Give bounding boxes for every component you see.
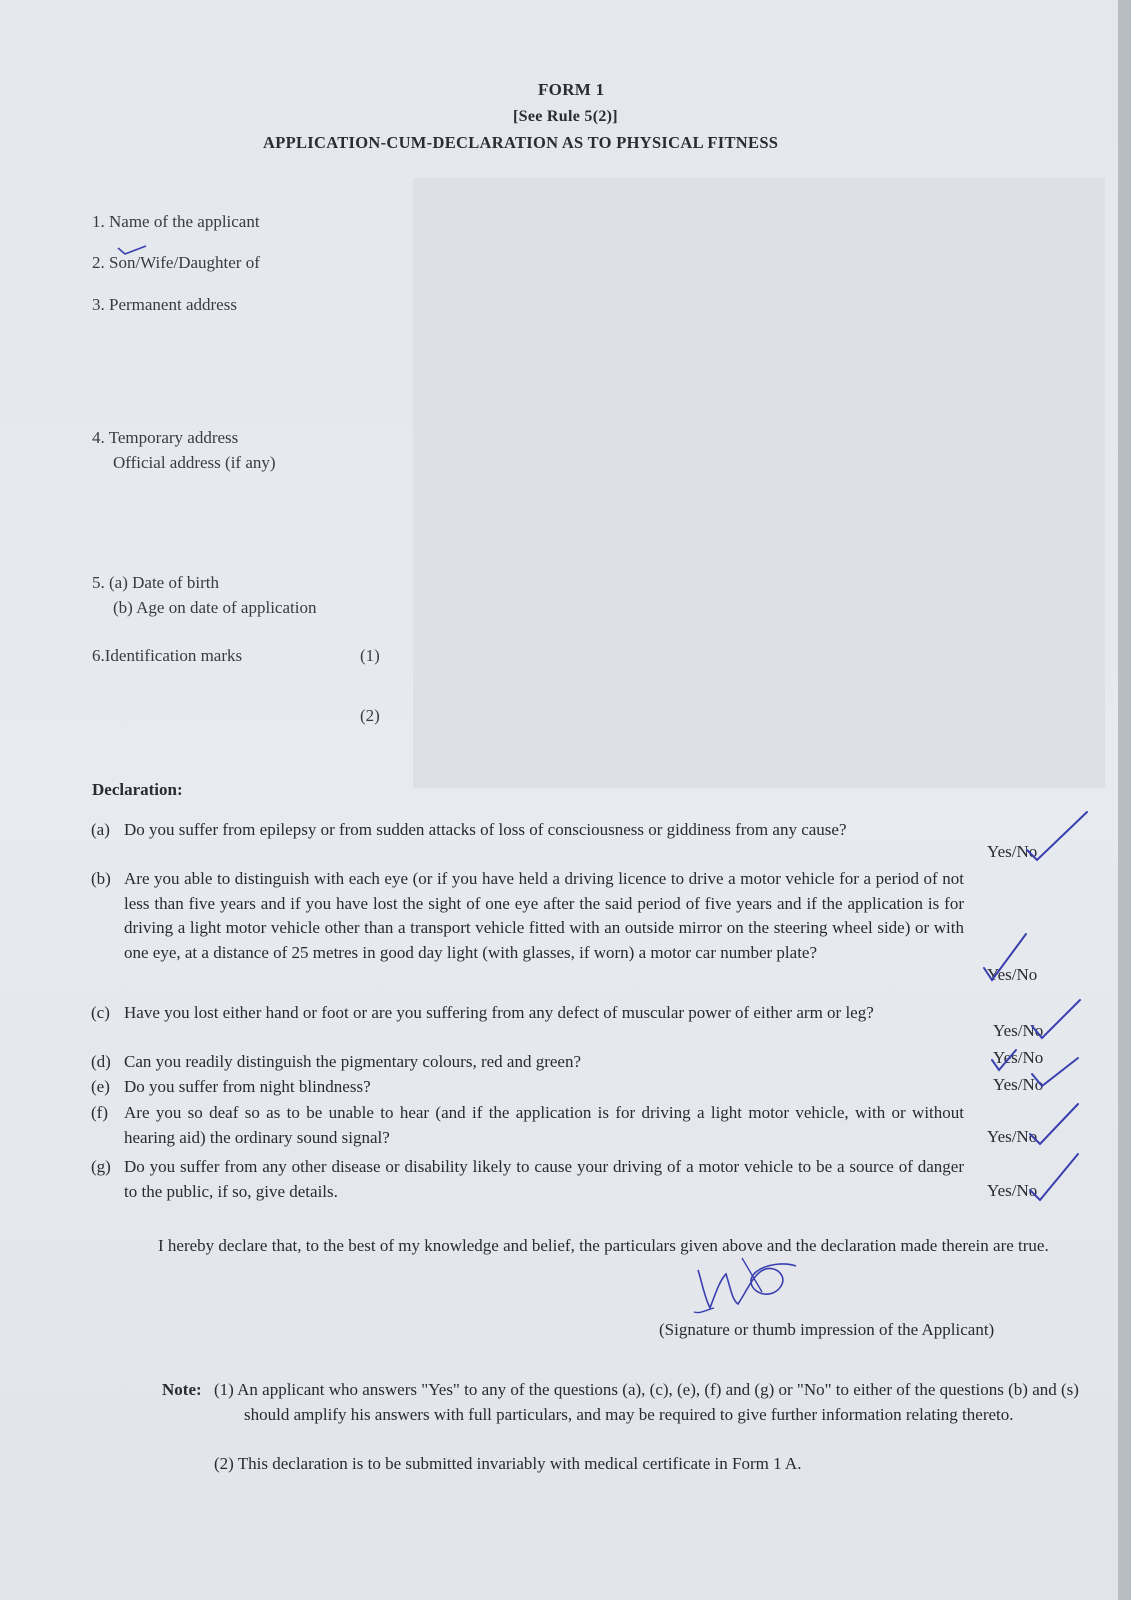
question-letter: (d) bbox=[91, 1052, 111, 1071]
question-letter: (e) bbox=[91, 1077, 110, 1096]
question-c bbox=[91, 1001, 971, 1051]
question-text: Do you suffer from epilepsy or from sudden attacks of loss of consciousness or giddiness from any cause? bbox=[124, 820, 847, 839]
question-text: Are you so deaf so as to be unable to hear (and if the application is for driving a light motor vehicle, with or without hearing aid) the ordinary sound signal? bbox=[124, 1103, 964, 1147]
declaration-heading: Declaration: bbox=[92, 780, 183, 799]
answer-g[interactable]: Yes/No bbox=[987, 1181, 1038, 1200]
note-item-1: (1) An applicant who answers "Yes" to any of the questions (a), (c), (e), (f) and (g) or "No" to either of the questions (b) and (s) should amplify his answers with full particulars, and may be required to give further information relating thereto. bbox=[214, 1380, 1079, 1424]
signature-caption: (Signature or thumb impression of the Applicant) bbox=[659, 1320, 995, 1339]
note-label: Note: bbox=[162, 1380, 202, 1399]
note-item-2: (2) This declaration is to be submitted invariably with medical certificate in Form 1 A. bbox=[214, 1454, 802, 1473]
question-letter: (b) bbox=[91, 869, 111, 888]
question-letter: (a) bbox=[91, 820, 110, 839]
scan-edge bbox=[1118, 0, 1131, 1600]
question-a bbox=[91, 818, 971, 868]
identification-mark-1: (1) bbox=[360, 646, 380, 665]
form-number: FORM 1 bbox=[538, 80, 605, 99]
answer-f[interactable]: Yes/No bbox=[987, 1127, 1038, 1146]
question-f bbox=[91, 1101, 971, 1151]
answer-e[interactable]: Yes/No bbox=[993, 1075, 1044, 1094]
question-text: Can you readily distinguish the pigmentary colours, red and green? bbox=[124, 1052, 581, 1071]
form-rule: [See Rule 5(2)] bbox=[513, 108, 618, 125]
field-age-label: (b) Age on date of application bbox=[113, 598, 317, 617]
question-letter: (f) bbox=[91, 1103, 108, 1122]
answer-c[interactable]: Yes/No bbox=[993, 1021, 1044, 1040]
redacted-entry-area bbox=[413, 178, 1105, 788]
question-letter: (g) bbox=[91, 1157, 111, 1176]
field-permanent-address-label: 3. Permanent address bbox=[92, 295, 237, 314]
question-text: Have you lost either hand or foot or are you suffering from any defect of muscular power of either arm or leg? bbox=[124, 1003, 874, 1022]
question-e bbox=[91, 1075, 971, 1100]
question-text: Do you suffer from any other disease or disability likely to cause your driving of a motor vehicle to be a source of danger to the public, if so, give details. bbox=[124, 1157, 964, 1201]
answer-b[interactable]: Yes/No bbox=[987, 965, 1038, 984]
declaration-statement: I hereby declare that, to the best of my knowledge and belief, the particulars given above and the declaration made therein are true. bbox=[158, 1236, 1049, 1255]
question-b bbox=[91, 867, 971, 992]
field-name-label: 1. Name of the applicant bbox=[92, 212, 260, 231]
question-letter: (c) bbox=[91, 1003, 110, 1022]
field-relation-label: 2. Son/Wife/Daughter of bbox=[92, 253, 260, 272]
question-text: Are you able to distinguish with each eye (or if you have held a driving licence to drive a motor vehicle for a period of not less than five years and if you have lost the sight of one eye after the said period of five years and if the application is for driving a light motor vehicle other than a transport vehicle fitted with an outside mirror on the steering wheel side) or with one eye, at a distance of 25 metres in good day light (with glasses, if worn) a motor car number plate? bbox=[124, 869, 964, 962]
answer-d[interactable]: Yes/No bbox=[993, 1048, 1044, 1067]
question-text: Do you suffer from night blindness? bbox=[124, 1077, 371, 1096]
answer-a[interactable]: Yes/No bbox=[987, 842, 1038, 861]
question-g bbox=[91, 1155, 971, 1205]
field-temporary-address-label: 4. Temporary address bbox=[92, 428, 239, 447]
identification-mark-2: (2) bbox=[360, 706, 380, 725]
field-identification-label: 6.Identification marks bbox=[92, 646, 243, 665]
field-official-address-label: Official address (if any) bbox=[113, 453, 276, 472]
form-title: APPLICATION-CUM-DECLARATION AS TO PHYSICAL FITNESS bbox=[263, 133, 779, 152]
field-dob-label: 5. (a) Date of birth bbox=[92, 573, 219, 592]
question-d bbox=[91, 1050, 971, 1075]
